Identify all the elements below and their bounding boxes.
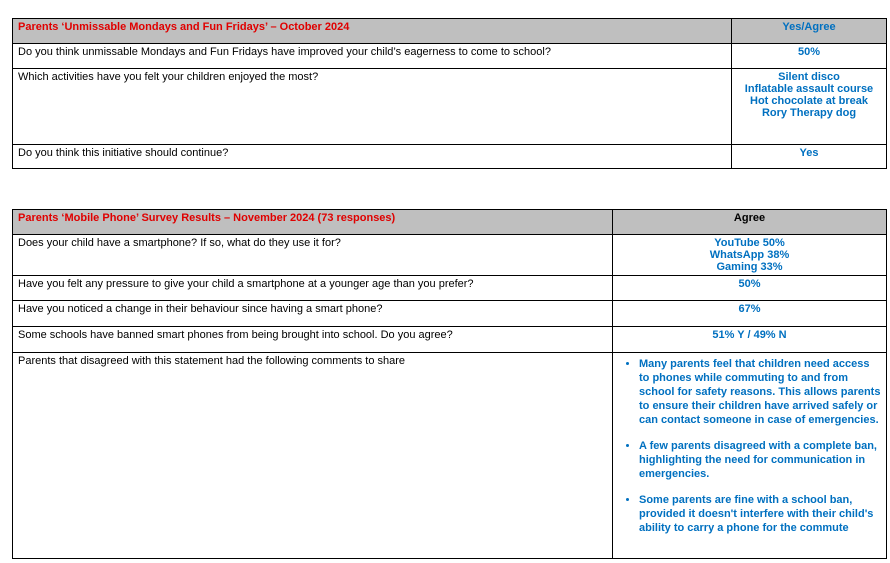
table-header-row xyxy=(13,19,887,44)
table-title: Parents ‘Mobile Phone’ Survey Results – November 2024 (73 responses) xyxy=(13,210,613,235)
list-item: • Many parents feel that children need access to phones while commuting to and from school for safety reasons. This allows parents to ensure their children have arrived safely or can contact someone in case of emergencies. xyxy=(639,357,882,427)
comments-list xyxy=(617,357,882,535)
answer-cell xyxy=(732,145,887,169)
survey-table-mobile-phone xyxy=(12,209,887,559)
question-cell: Some schools have banned smart phones from being brought into school. Do you agree? xyxy=(13,327,613,353)
question-cell: Which activities have you felt your children enjoyed the most? xyxy=(13,69,732,145)
answer-cell xyxy=(732,44,887,69)
table-row xyxy=(13,69,887,145)
answer-line: Silent disco xyxy=(778,71,840,83)
table-row xyxy=(13,301,887,327)
answer-line: YouTube 50% xyxy=(714,237,785,249)
list-item: • A few parents disagreed with a complete ban, highlighting the need for communication in emergencies. xyxy=(639,439,882,481)
comments-cell xyxy=(613,353,887,559)
answer-line: WhatsApp 38% xyxy=(709,249,790,261)
question-cell: Does your child have a smartphone? If so, what do they use it for? xyxy=(13,235,613,276)
list-item: • Some parents are fine with a school ban, provided it doesn't interfere with their child's ability to carry a phone for the commute xyxy=(639,493,882,535)
answer-line: Yes xyxy=(799,147,819,159)
question-cell: Have you felt any pressure to give your child a smartphone at a younger age than you prefer? xyxy=(13,276,613,301)
answer-cell xyxy=(613,276,887,301)
survey-table-fun-fridays xyxy=(12,18,887,169)
header-answer-label: Yes/Agree xyxy=(732,19,887,44)
answer-cell xyxy=(613,327,887,353)
answer-line: Inflatable assault course xyxy=(744,83,874,95)
table-row xyxy=(13,235,887,276)
answer-line: Hot chocolate at break xyxy=(750,95,868,107)
answer-cell xyxy=(732,69,887,145)
table-row xyxy=(13,353,887,559)
header-answer-label: Agree xyxy=(613,210,887,235)
answer-line: 51% Y / 49% N xyxy=(712,329,787,341)
table-row xyxy=(13,327,887,353)
table-row xyxy=(13,276,887,301)
question-cell: Have you noticed a change in their behaviour since having a smart phone? xyxy=(13,301,613,327)
answer-line: 50% xyxy=(738,278,761,290)
question-cell: Do you think unmissable Mondays and Fun Fridays have improved your child’s eagerness to come to school? xyxy=(13,44,732,69)
table-title: Parents ‘Unmissable Mondays and Fun Fridays’ – October 2024 xyxy=(13,19,732,44)
question-cell: Do you think this initiative should continue? xyxy=(13,145,732,169)
question-cell: Parents that disagreed with this statement had the following comments to share xyxy=(13,353,613,559)
answer-line: Gaming 33% xyxy=(716,261,783,273)
table-header-row xyxy=(13,210,887,235)
answer-cell xyxy=(613,235,887,276)
table-row xyxy=(13,145,887,169)
answer-line: 50% xyxy=(797,46,821,58)
answer-cell xyxy=(613,301,887,327)
answer-line: Rory Therapy dog xyxy=(761,107,857,119)
answer-line: 67% xyxy=(738,303,761,315)
table-row xyxy=(13,44,887,69)
